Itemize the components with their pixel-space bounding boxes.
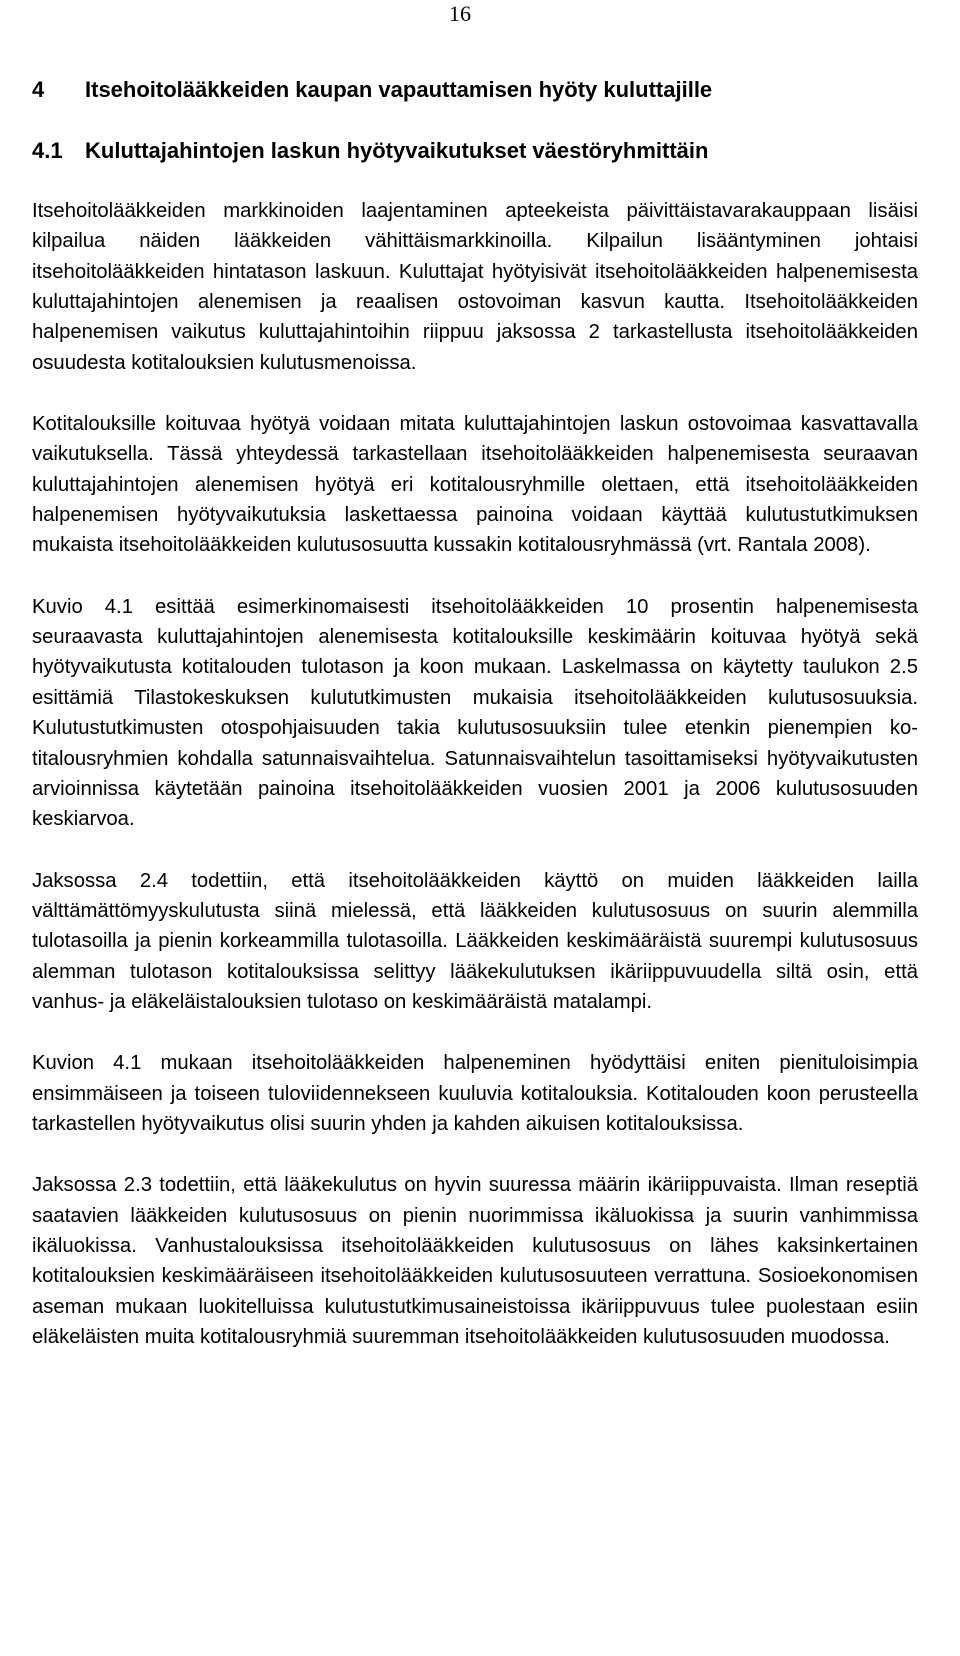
- paragraph: Itsehoitolääkkeiden markkinoiden laajentaminen apteekeista päivittäistavarakauppaan lisäisi kilpailua näiden lääkkeiden vähittäismarkkinoilla. Kilpailun lisääntyminen johtaisi itsehoitolääkkeiden hintatason laskuun. Kuluttajat hyötyisivät itsehoitolääkkeiden halpenemisesta kuluttajahintojen alenemisen ja reaalisen ostovoiman kasvun kautta. Itsehoitolääkkeiden halpenemisen vaikutus kuluttajahintoihin riippuu jaksossa 2 tarkastellusta itsehoitolääkkeiden osuudesta kotitalouksien kulutusmenoissa.: [32, 200, 918, 374]
- section-heading: [32, 138, 922, 164]
- paragraph: Jaksossa 2.4 todettiin, että itsehoitolääkkeiden käyttö on muiden lääkkeiden lailla välttämättömyyskulutusta siinä mielessä, että lääkkeiden kulutusosuus on suurin alemmilla tulotasoilla ja pienin korkeammilla tulotasoilla. Lääkkeiden keskimääräistä suurempi kulutusosuus alemman tulotason kotitalouksissa selittyy lääkekulutuksen ikäriippuvuudella siltä osin, että vanhus- ja eläkeläistalouksien tulotaso on keskimääräistä matalampi.: [32, 869, 918, 1013]
- paragraph: Kotitalouksille koituvaa hyötyä voidaan mitata kuluttajahintojen laskun ostovoimaa kasvattavalla vaikutuksella. Tässä yhteydessä tarkastellaan itsehoitolääkkeiden halpenemisesta seuraavan kuluttajahintojen alenemisen hyötyä eri kotitalousryhmille olettaen, että itsehoitolääkkeiden halpenemisen hyötyvaikutuksia laskettaessa painoina voidaan käyttää kulutustutkimuksen mukaista itsehoitolääkkeiden kulutusosuutta kussakin kotitalousryhmässä (vrt. Rantala 2008).: [32, 413, 918, 557]
- section-number: 4.1: [32, 138, 63, 163]
- section-title: Kuluttajahintojen laskun hyötyvaikutukset väestöryhmittäin: [85, 138, 709, 163]
- paragraph: Jaksossa 2.3 todettiin, että lääkekulutus on hyvin suuressa määrin ikäriippuvaista. Ilman reseptiä saatavien lääkkeiden kulutusosuus on pienin nuorimmissa ikäluokissa ja suurin vanhimmissa ikäluokissa. Vanhustalouksissa itsehoitolääkkeiden kulutusosuus on lähes kaksinkertainen kotitalouksien keskimääräiseen itsehoitolääkkeiden kulutusosuuteen verrattuna. Sosioekonomisen aseman mukaan luokitelluissa kulutustutkimusaineistoissa ikäriippuvuus tulee puolestaan esiin eläkeläisten muita kotitalousryhmiä suuremman itsehoitolääkkeiden kulutusosuuden muodossa.: [32, 1174, 918, 1348]
- paragraph: Kuvion 4.1 mukaan itsehoitolääkkeiden halpeneminen hyödyttäisi eniten pienituloisimpia ensimmäiseen ja toiseen tuloviidennekseen kuuluvia kotitalouksia. Kotitalouden koon perusteella tarkastellen hyötyvaikutus olisi suurin yhden ja kahden aikuisen kotitalouksissa.: [32, 1052, 918, 1135]
- paragraph: Kuvio 4.1 esittää esimerkinomaisesti itsehoitolääkkeiden 10 prosentin halpenemisesta seuraavasta kuluttajahintojen alenemisesta kotitalouksille keskimäärin koituvaa hyötyä sekä hyötyvaikutusta kotitalouden tulotason ja koon mukaan. Laskelmassa on käytetty taulukon 2.5 esittämiä Tilastokeskuksen kulututkimusten mukaisia itsehoitolääkkeiden kulutusosuuksia. Kulutustutkimusten otospohjaisuuden takia kulutusosuuksiin tulee etenkin pienempien kotitalousryhmien kohdalla satunnaisvaihtelua. Satunnaisvaihtelun tasoittamiseksi hyötyvaikutusten arvioinnissa käytetään painoina itsehoitolääkkeiden vuosien 2001 ja 2006 kulutusosuuden keskiarvoa.: [32, 595, 918, 831]
- chapter-heading: [32, 77, 922, 103]
- body-text: [32, 196, 918, 1352]
- page-number: 16: [449, 1, 471, 26]
- chapter-title: Itsehoitolääkkeiden kaupan vapauttamisen hyöty kuluttajille: [85, 77, 713, 102]
- chapter-number: 4: [32, 77, 45, 102]
